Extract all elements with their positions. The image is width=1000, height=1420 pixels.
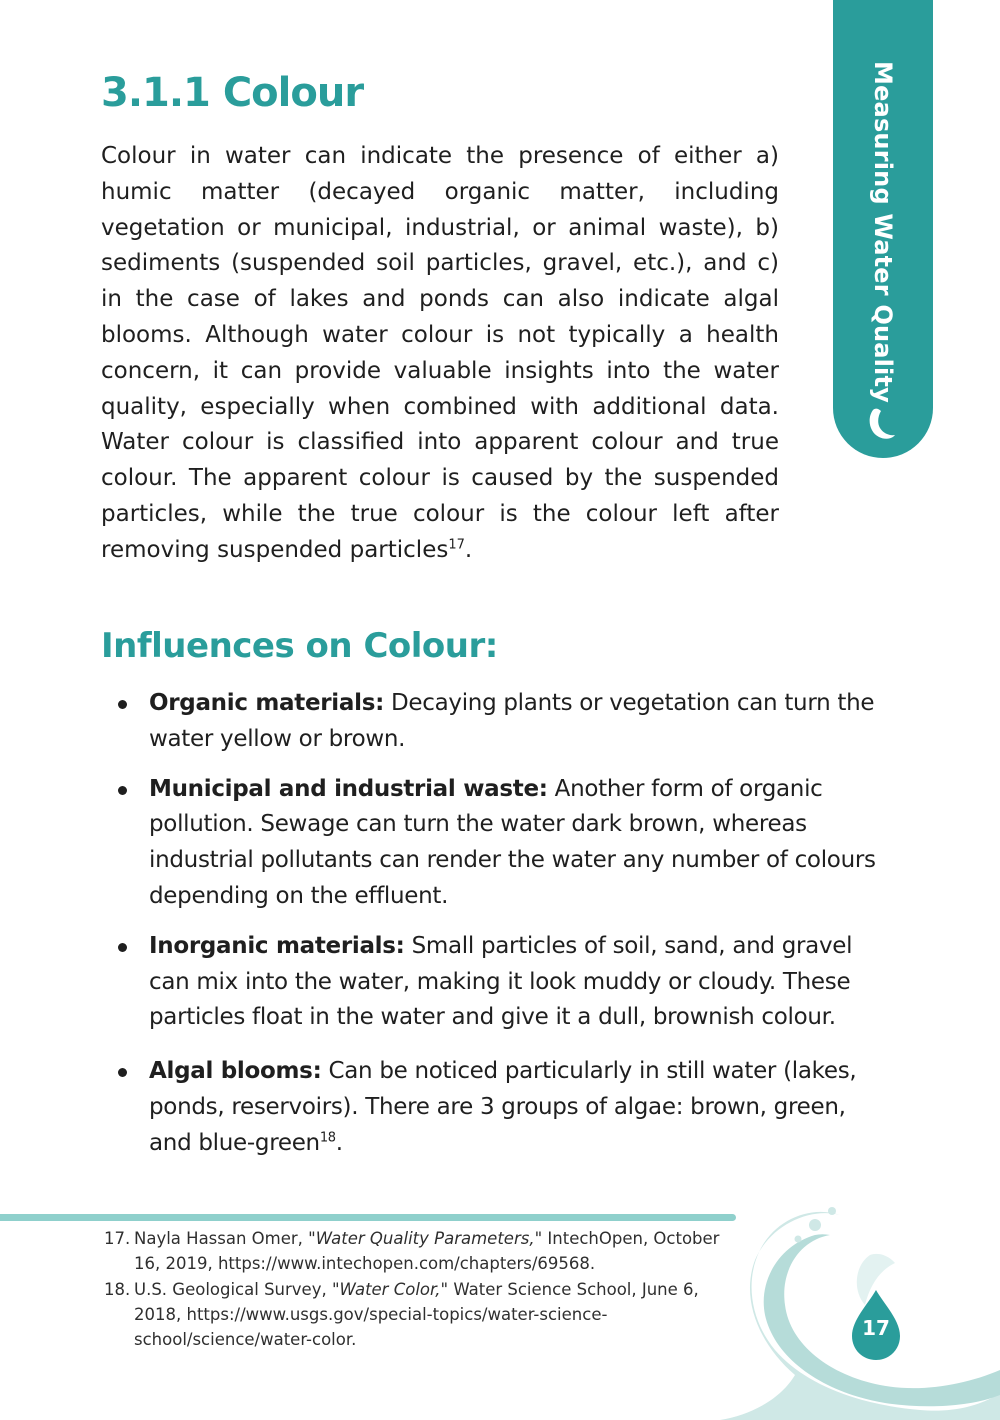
bullet-icon [118,943,127,952]
influences-list [149,686,889,1176]
item-text: Small particles of soil, sand, and gravel can mix into the water, making it look muddy or cloudy. These particles float in the water and give it a dull, brownish colour. [149,932,853,1031]
item-term: Algal blooms: [149,1058,322,1085]
list-item [149,686,889,758]
influences-title: Influences on Colour: [101,626,498,666]
intro-footnote-ref[interactable]: 17 [448,537,465,553]
side-tab [833,0,933,458]
list-item [149,929,889,1036]
footnote-divider [0,1214,736,1221]
list-item [149,772,889,915]
item-text: Another form of organic pollution. Sewage can turn the water dark brown, whereas industrial pollutants can render the water any number of colours depending on the effluent. [149,775,876,909]
item-term: Organic materials: [149,690,384,716]
item-footnote-ref[interactable]: 18 [319,1130,336,1146]
footnote-author: U.S. Geological Survey, [134,1280,332,1299]
item-term: Municipal and industrial waste: [149,775,548,802]
footnote-17 [104,1226,744,1276]
footnote-number: 17. [104,1229,131,1248]
footnote-author: Nayla Hassan Omer, [134,1229,309,1248]
wave-icon [865,404,901,444]
bullet-icon [118,786,127,795]
intro-end: . [464,536,473,563]
footnote-link[interactable]: IntechOpen, October 16, 2019, https://www.intechopen.com/chapters/69568. [134,1229,720,1273]
page-number: 17 [862,1316,890,1340]
side-tab-label: Measuring Water Quality [869,60,897,404]
item-term: Inorganic materials: [149,932,405,959]
footnote-title: "Water Color," [331,1280,449,1299]
bullet-icon [118,1068,127,1077]
item-end: . [335,1129,343,1156]
list-item [149,1054,889,1161]
footnote-18 [104,1277,744,1352]
item-text: Decaying plants or vegetation can turn the water yellow or brown. [149,690,875,752]
footnote-number: 18. [104,1280,131,1299]
intro-text: Colour in water can indicate the presence of either a) humic matter (decayed organic matter, including vegetation or municipal, industrial, or animal waste), b) sediments (suspended soil particles, gravel, etc.), and c) in the case of lakes and ponds can also indicate algal blooms. Although water colour is not typically a health concern, it can provide valuable insights into the water quality, especially when combined with additional data. Water colour is classified into apparent colour and true colour. The apparent colour is caused by the suspended particles, while the true colour is the colour left after removing suspended particles [101,143,779,563]
footnotes [104,1226,744,1353]
bullet-icon [118,700,127,709]
section-title: 3.1.1 Colour [101,70,364,116]
footnote-link[interactable]: Water Science School, June 6, 2018, https://www.usgs.gov/special-topics/water-science-school/science/water-color. [134,1280,699,1349]
item-text: Can be noticed particularly in still water (lakes, ponds, reservoirs). There are 3 groups of algae: brown, green, and blue-green [149,1058,857,1156]
footnote-title: "Water Quality Parameters," [308,1229,543,1248]
intro-paragraph [101,139,779,569]
